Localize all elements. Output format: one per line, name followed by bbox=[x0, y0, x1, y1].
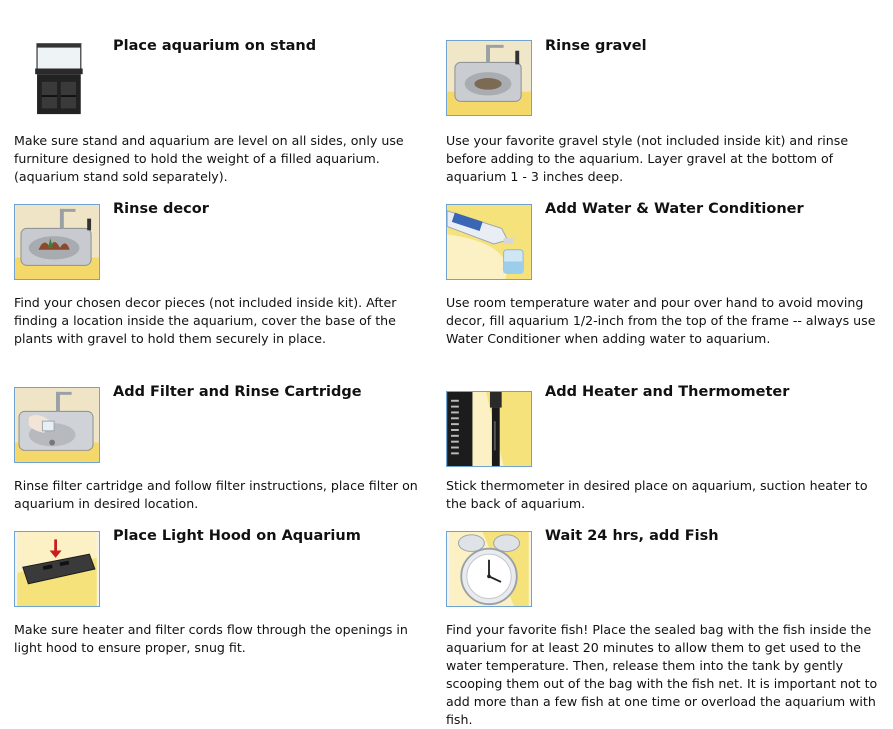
step-description: Find your favorite fish! Place the sealed bag with the fish inside the aquarium for at least 20 minutes to allow them to get used to the water temperature. Then, release them into the tank by gently scooping them out of the bag with the fish net. It is important not to add more than a few fish at one time or overload the aquarium with fish. bbox=[446, 622, 878, 727]
water-conditioner-image bbox=[446, 204, 532, 280]
alarm-clock-image bbox=[446, 531, 532, 607]
sink-filter-image bbox=[14, 387, 100, 463]
step-description: Rinse filter cartridge and follow filter instructions, place filter on aquarium in desired location. bbox=[14, 478, 418, 511]
step-description: Find your chosen decor pieces (not included inside kit). After finding a location inside the aquarium, cover the base of the plants with gravel to hold them securely in place. bbox=[14, 295, 397, 346]
step-title: Add Filter and Rinse Cartridge bbox=[113, 384, 362, 400]
step-title: Add Heater and Thermometer bbox=[545, 384, 790, 400]
step-description: Stick thermometer in desired place on aquarium, suction heater to the back of aquarium. bbox=[446, 478, 868, 511]
step-description: Use room temperature water and pour over hand to avoid moving decor, fill aquarium 1/2-inch from the top of the frame -- always use Water Conditioner when adding water to aquarium. bbox=[446, 295, 876, 346]
step-title: Add Water & Water Conditioner bbox=[545, 201, 804, 217]
step-title: Rinse gravel bbox=[545, 38, 647, 54]
step-title: Wait 24 hrs, add Fish bbox=[545, 528, 719, 544]
step-description: Make sure heater and filter cords flow through the openings in light hood to ensure proper, snug fit. bbox=[14, 622, 408, 655]
step-description: Use your favorite gravel style (not included inside kit) and rinse before adding to the aquarium. Layer gravel at the bottom of aquarium 1 - 3 inches deep. bbox=[446, 133, 849, 184]
aquarium-stand-image bbox=[14, 40, 100, 116]
light-hood-image bbox=[14, 531, 100, 607]
step-title: Place Light Hood on Aquarium bbox=[113, 528, 361, 544]
sink-decor-image bbox=[14, 204, 100, 280]
sink-gravel-image bbox=[446, 40, 532, 116]
step-title: Place aquarium on stand bbox=[113, 38, 317, 54]
step-title: Rinse decor bbox=[113, 201, 209, 217]
heater-thermometer-image bbox=[446, 391, 532, 467]
step-description: Make sure stand and aquarium are level on all sides, only use furniture designed to hold the weight of a filled aquarium. (aquarium stand sold separately). bbox=[14, 133, 404, 184]
